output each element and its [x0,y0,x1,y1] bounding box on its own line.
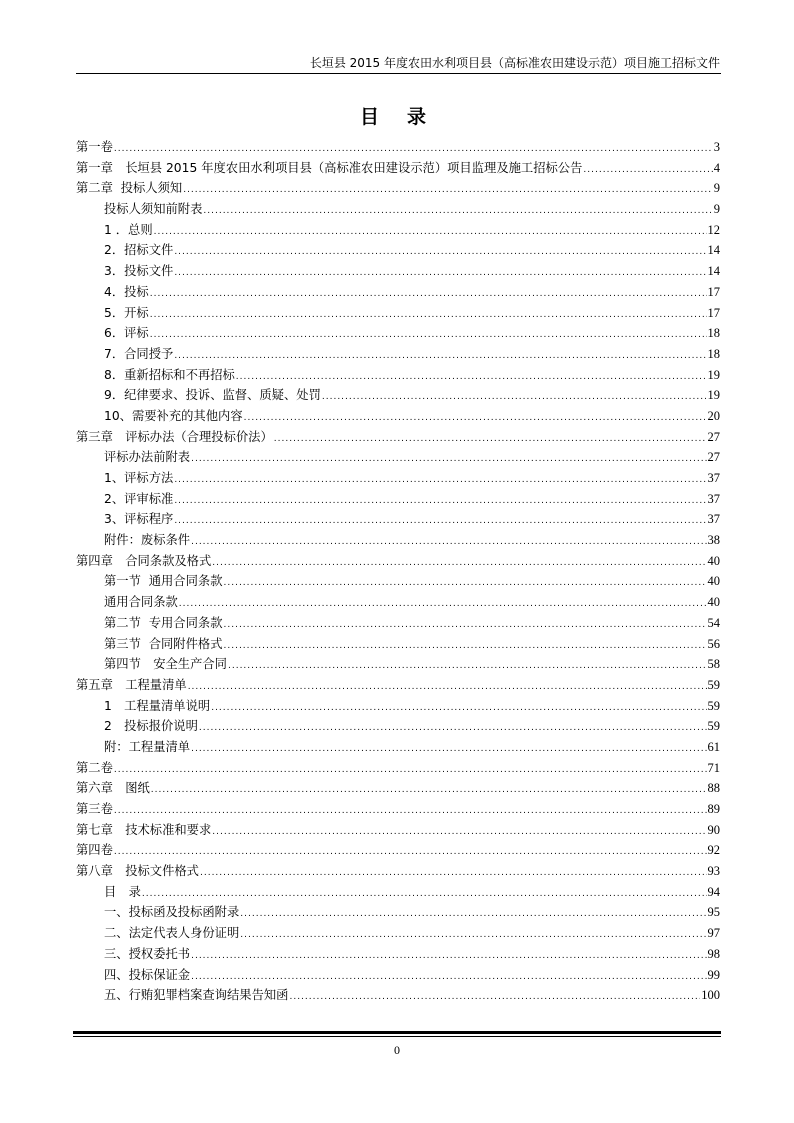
toc-entry-label: 投标人须知前附表 [104,202,203,217]
toc-entry[interactable] [76,178,720,199]
toc-leader-dots [142,884,707,905]
toc-entry-page: 89 [707,802,720,816]
toc-entry-page: 95 [707,905,720,920]
toc-entry-page: 9 [713,181,720,196]
toc-leader-dots [583,160,712,181]
toc-leader-dots [289,987,700,1008]
toc-entry-label: 第六章 图纸 [76,781,150,796]
toc-entry-page: 17 [707,284,720,299]
toc-entry[interactable] [76,613,720,634]
toc-entry-label: 5．开标 [104,305,149,320]
toc-entry[interactable] [76,261,720,282]
toc-entry[interactable] [76,240,720,261]
toc-entry-label: 三、授权委托书 [104,946,191,961]
toc-entry[interactable] [76,902,720,923]
toc-entry-label: 第五章 工程量清单 [76,677,187,692]
toc-leader-dots [200,863,707,884]
toc-entry-page: 38 [707,533,720,548]
toc-leader-dots [179,594,707,615]
toc-entry[interactable] [76,654,720,675]
toc-leader-dots [174,263,706,284]
toc-entry[interactable] [76,820,720,841]
toc-entry-page: 59 [707,677,720,692]
toc-leader-dots [228,656,707,677]
toc-entry[interactable] [76,323,720,344]
toc-leader-dots [174,491,706,512]
toc-leader-dots [224,636,707,657]
toc-entry[interactable] [76,406,720,427]
toc-leader-dots [114,760,707,781]
toc-entry-page: 94 [707,884,720,899]
toc-entry-label: 第一节 通用合同条款 [104,574,223,589]
toc-entry[interactable] [76,965,720,986]
toc-entry-label: 第八章 投标文件格式 [76,864,199,879]
toc-entry[interactable] [76,923,720,944]
toc-entry[interactable] [76,778,720,799]
toc-entry-page: 40 [707,595,720,610]
toc-entry-page: 37 [707,471,720,485]
toc-entry-label: 8．重新招标和不再招标 [104,367,235,382]
toc-entry-label: 2、评审标准 [104,491,174,506]
toc-entry[interactable] [76,861,720,882]
toc-entry[interactable] [76,344,720,365]
toc-entry[interactable] [76,696,720,717]
toc-entry-label: 第七章 技术标准和要求 [76,822,212,837]
toc-leader-dots [114,842,707,863]
page-number: 0 [394,1043,400,1057]
toc-leader-dots [212,553,706,574]
toc-leader-dots [274,429,707,450]
toc-entry-page: 37 [707,512,720,527]
toc-entry[interactable] [76,530,720,551]
toc-leader-dots [174,242,706,263]
toc-entry-page: 14 [707,264,720,279]
toc-entry-page: 54 [707,615,720,630]
toc-entry-label: 第三卷 [76,802,113,816]
toc-entry-page: 40 [707,574,720,589]
toc-entry-label: 10、需要补充的其他内容 [104,408,243,423]
toc-entry-label: 附件：废标条件 [104,533,191,548]
toc-entry-page: 61 [707,739,720,754]
table-of-contents [76,137,720,1006]
toc-entry[interactable] [76,737,720,758]
toc-entry[interactable] [76,840,720,861]
toc-entry-label: 第三章 评标办法（合理投标价法） [76,429,273,444]
toc-entry-label: 2．招标文件 [104,243,174,258]
toc-entry-page: 27 [707,450,720,465]
toc-leader-dots [199,718,707,739]
toc-entry-label: 4．投标 [104,284,149,299]
toc-leader-dots [191,449,706,470]
toc-entry[interactable] [76,592,720,613]
toc-entry-page: 18 [707,326,720,341]
toc-entry-label: 1 ．总则 [104,222,153,237]
toc-entry-page: 14 [707,243,720,258]
toc-entry-label: 1 工程量清单说明 [104,698,211,713]
footer-rule-thick [73,1031,721,1034]
toc-leader-dots [240,925,706,946]
toc-entry[interactable] [76,509,720,530]
toc-entry-page: 97 [707,926,720,941]
toc-leader-dots [150,325,707,346]
toc-entry-page: 58 [707,657,720,672]
toc-entry[interactable] [76,675,720,696]
toc-entry-label: 7．合同授予 [104,346,174,361]
toc-entry-label: 2 投标报价说明 [104,719,198,734]
toc-entry-page: 18 [707,346,720,361]
toc-entry-page: 4 [713,160,720,175]
toc-leader-dots [191,739,706,760]
toc-entry-label: 9．纪律要求、投诉、监督、质疑、处罚 [104,388,321,403]
toc-leader-dots [211,698,706,719]
toc-entry-label: 通用合同条款 [104,595,178,610]
toc-entry[interactable] [76,447,720,468]
toc-entry-label: 附：工程量清单 [104,739,191,754]
toc-entry-page: 20 [707,408,720,423]
toc-entry-page: 98 [707,946,720,961]
toc-entry[interactable] [76,716,720,737]
toc-entry-page: 56 [707,636,720,651]
toc-leader-dots [114,139,713,160]
toc-leader-dots [224,615,707,636]
toc-entry[interactable] [76,220,720,241]
toc-entry-page: 9 [713,202,720,217]
toc-entry[interactable] [76,303,720,324]
toc-entry-label: 第四卷 [76,843,113,858]
toc-entry[interactable] [76,799,720,820]
toc-entry-page: 3 [713,140,720,154]
toc-leader-dots [191,967,706,988]
toc-entry-page: 59 [707,719,720,734]
toc-entry-label: 第一卷 [76,140,113,154]
toc-entry[interactable] [76,758,720,779]
toc-entry[interactable] [76,551,720,572]
toc-entry-page: 88 [707,781,720,796]
toc-entry[interactable] [76,427,720,448]
toc-leader-dots [322,387,707,408]
toc-entry[interactable] [76,944,720,965]
toc-leader-dots [174,346,706,367]
toc-entry-label: 3、评标程序 [104,512,174,527]
toc-entry-page: 40 [707,553,720,568]
toc-entry-page: 19 [707,367,720,382]
toc-entry[interactable] [76,282,720,303]
toc-entry-label: 1、评标方法 [104,471,174,485]
page-title: 目录 [359,106,454,128]
toc-entry-label: 第四章 合同条款及格式 [76,553,212,568]
toc-entry-label: 第一章 长垣县 2015 年度农田水利项目县（高标准农田建设示范）项目监理及施工招标公告 [76,160,583,175]
toc-entry-label: 四、投标保证金 [104,967,191,982]
toc-entry-page: 59 [707,698,720,713]
footer-rule-thin [73,1036,721,1037]
toc-entry-page: 37 [707,491,720,506]
toc-entry-label: 6．评标 [104,326,149,341]
toc-entry[interactable] [76,468,720,489]
toc-entry[interactable] [76,199,720,220]
toc-leader-dots [191,532,706,553]
toc-leader-dots [240,904,706,925]
toc-entry-label: 评标办法前附表 [104,450,191,465]
running-header: 长垣县 2015 年度农田水利项目县（高标准农田建设示范）项目施工招标文件 [309,56,720,70]
toc-entry-label: 第二节 专用合同条款 [104,615,223,630]
toc-entry-label: 3．投标文件 [104,264,174,279]
toc-entry-page: 93 [707,864,720,879]
toc-entry-page: 100 [701,988,720,1003]
toc-entry[interactable] [76,385,720,406]
toc-leader-dots [191,946,706,967]
toc-entry[interactable] [76,489,720,510]
toc-entry[interactable] [76,158,720,179]
toc-entry[interactable] [76,882,720,903]
toc-leader-dots [114,801,707,822]
toc-entry-page: 12 [707,222,720,237]
toc-leader-dots [183,180,713,201]
toc-entry-label: 第四节 安全生产合同 [104,657,227,672]
toc-entry-label: 第二卷 [76,760,113,775]
toc-leader-dots [151,780,707,801]
toc-entry-label: 第二章 投标人须知 [76,181,183,196]
toc-entry[interactable] [76,365,720,386]
toc-leader-dots [154,222,707,243]
toc-entry-label: 五、行贿犯罪档案查询结果告知函 [104,988,289,1003]
toc-entry-label: 二、法定代表人身份证明 [104,926,240,941]
toc-leader-dots [244,408,707,429]
toc-entry[interactable] [76,571,720,592]
toc-entry-page: 71 [707,760,720,775]
toc-leader-dots [174,470,706,491]
toc-entry[interactable] [76,634,720,655]
toc-leader-dots [150,284,707,305]
toc-entry-label: 目 录 [104,884,141,899]
toc-leader-dots [203,201,712,222]
toc-entry-label: 一、投标函及投标函附录 [104,905,240,920]
toc-leader-dots [236,367,707,388]
toc-entry[interactable] [76,137,720,158]
toc-entry-label: 第三节 合同附件格式 [104,636,223,651]
toc-entry-page: 17 [707,305,720,320]
toc-leader-dots [188,677,707,698]
toc-entry-page: 27 [707,429,720,444]
toc-leader-dots [224,573,707,594]
toc-leader-dots [150,305,707,326]
header-rule [76,73,721,74]
toc-leader-dots [212,822,706,843]
toc-entry[interactable] [76,985,720,1006]
toc-entry-page: 90 [707,822,720,837]
toc-entry-page: 99 [707,967,720,982]
toc-entry-page: 19 [707,388,720,403]
toc-entry-page: 92 [707,843,720,858]
toc-leader-dots [174,511,706,532]
